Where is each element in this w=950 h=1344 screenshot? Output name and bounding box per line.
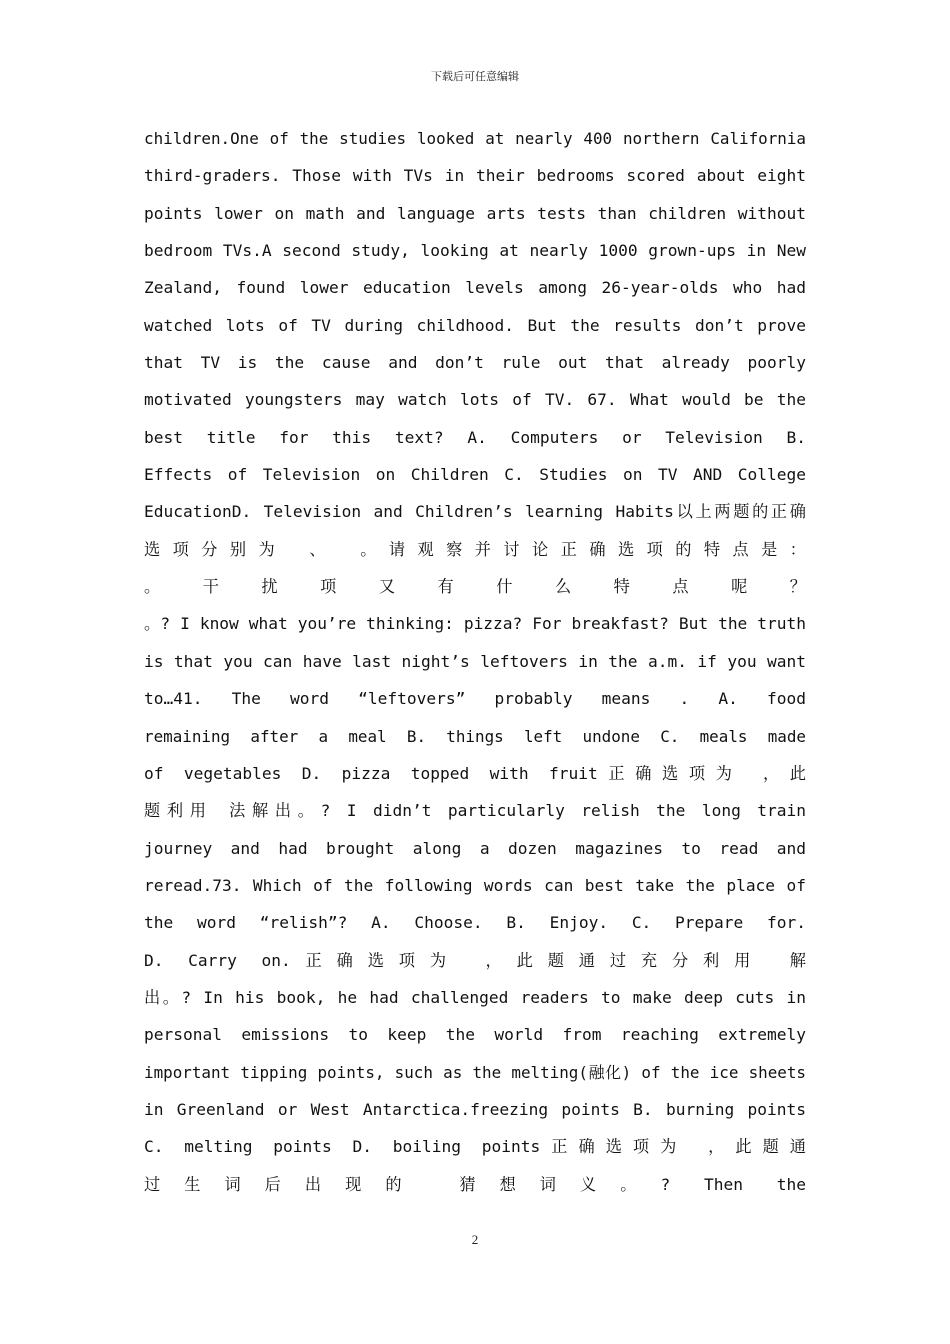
text-line: watched lots of TV during childhood. But the results don’t prove bbox=[144, 315, 806, 335]
text-line: is that you can have last night’s leftovers in the a.m. if you want bbox=[144, 651, 806, 671]
text-line: 过生词后出现的 猜想词义。? Then the bbox=[144, 1174, 806, 1194]
text-line: best title for this text? A. Computers or Television B. bbox=[144, 427, 806, 447]
text-line: 。 干 扰 项 又 有 什 么 特 点 呢 ？ bbox=[144, 577, 806, 597]
text-line: reread.73. Which of the following words can best take the place of bbox=[144, 875, 806, 895]
text-line: 选项分别为 、 。请观察并讨论正确选项的特点是： bbox=[144, 539, 806, 559]
text-line: 题利用 法解出。? I didn’t particularly relish the long train bbox=[144, 801, 806, 821]
text-line: third-graders. Those with TVs in their bedrooms scored about eight bbox=[144, 166, 806, 186]
text-line: journey and had brought along a dozen magazines to read and bbox=[144, 838, 806, 858]
text-line: children.One of the studies looked at nearly 400 northern California bbox=[144, 129, 806, 148]
text-line: the word “relish”? A. Choose. B. Enjoy. C. Prepare for. bbox=[144, 913, 806, 933]
text-line: of vegetables D. pizza topped with fruit正确选项为 ，此 bbox=[144, 763, 806, 783]
text-line: important tipping points, such as the melting(融化) of the ice sheets bbox=[144, 1062, 806, 1082]
page-number: 2 bbox=[471, 1232, 479, 1247]
text-line: 出。? In his book, he had challenged readers to make deep cuts in bbox=[144, 987, 806, 1007]
text-line: EducationD. Television and Children’s learning Habits以上两题的正确 bbox=[144, 502, 806, 522]
text-line: C. melting points D. boiling points正确选项为 ，此题通 bbox=[144, 1137, 806, 1157]
text-line: bedroom TVs.A second study, looking at nearly 1000 grown-ups in New bbox=[144, 241, 806, 261]
text-line: in Greenland or West Antarctica.freezing points B. burning points bbox=[144, 1099, 806, 1119]
text-line: to…41. The word “leftovers” probably means . A. food bbox=[144, 689, 806, 709]
text-line: that TV is the cause and don’t rule out that already poorly bbox=[144, 353, 806, 373]
text-line: personal emissions to keep the world from reaching extremely bbox=[144, 1025, 806, 1045]
text-line: Zealand, found lower education levels among 26-year-olds who had bbox=[144, 278, 806, 298]
text-line: points lower on math and language arts tests than children without bbox=[144, 203, 806, 223]
text-line: remaining after a meal B. things left undone C. meals made bbox=[144, 726, 806, 746]
text-line: Effects of Television on Children C. Studies on TV AND College bbox=[144, 465, 806, 485]
page-header: 下载后可任意编辑 bbox=[431, 70, 519, 83]
text-line: motivated youngsters may watch lots of TV. 67. What would be the bbox=[144, 390, 806, 410]
text-line: D. Carry on.正确选项为 ，此题通过充分利用 解 bbox=[144, 950, 806, 970]
text-line: 。? I know what you’re thinking: pizza? For breakfast? But the truth bbox=[144, 614, 806, 634]
body-text bbox=[144, 120, 806, 1203]
